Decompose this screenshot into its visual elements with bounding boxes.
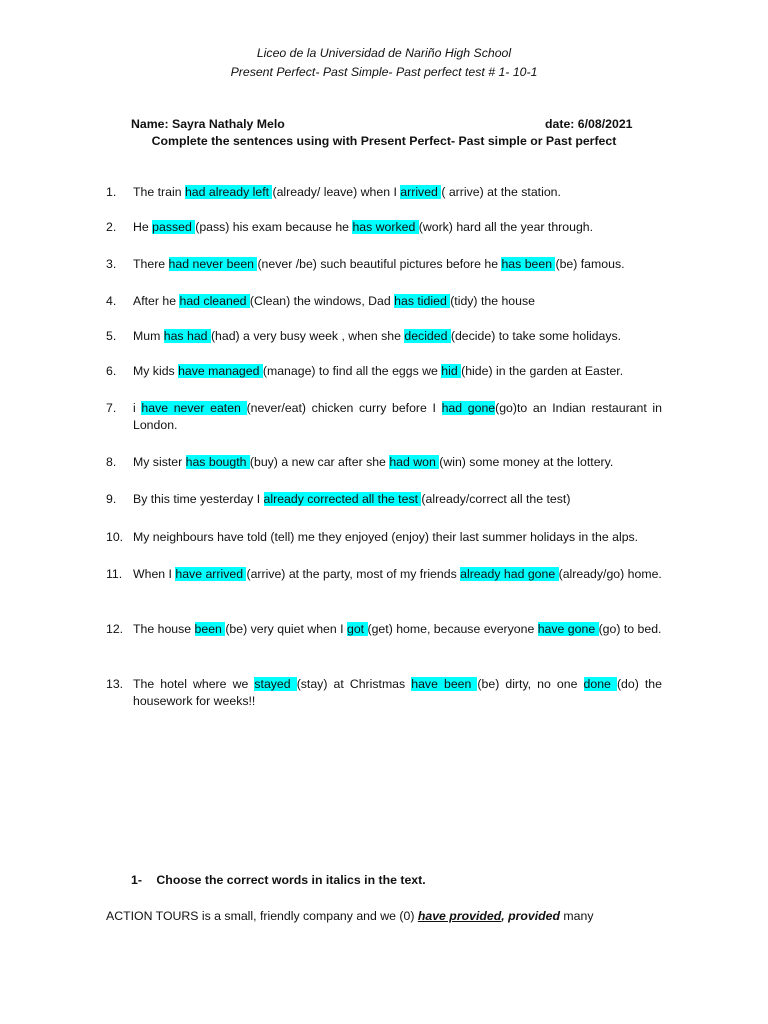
sentence-text: (arrive) at the party, most of my friends — [246, 567, 461, 581]
highlighted-answer: have managed — [178, 364, 263, 378]
passage-option-1: have provided — [417, 909, 502, 923]
exercise-item — [106, 363, 662, 380]
exercise-number: 7. — [106, 401, 117, 415]
sentence-text: ( arrive) at the station. — [441, 185, 561, 199]
exercise-number: 13. — [106, 677, 124, 691]
exercise-sentence — [133, 400, 662, 434]
exercise-sentence — [133, 454, 662, 471]
highlighted-answer: decided — [404, 329, 451, 343]
section-number: 1- — [131, 873, 142, 887]
exercise-sentence — [133, 256, 662, 273]
school-title: Liceo de la Universidad de Nariño High School — [256, 46, 512, 60]
exercise-item — [106, 184, 662, 201]
exercise-item — [106, 566, 662, 583]
sentence-text: (be) very quiet when I — [225, 622, 347, 636]
exercise-sentence — [133, 293, 662, 310]
highlighted-answer: have been — [411, 677, 478, 691]
exercise-sentence — [133, 676, 662, 710]
exercise-number: 5. — [106, 329, 117, 343]
passage-line — [106, 908, 594, 925]
sentence-text: (never/eat) chicken curry before I — [246, 401, 442, 415]
sentence-text: (hide) in the garden at Easter. — [461, 364, 624, 378]
highlighted-answer: has tidied — [394, 294, 451, 308]
highlighted-answer: has worked — [352, 220, 419, 234]
exercise-item — [106, 491, 662, 508]
highlighted-answer: have never eaten — [141, 401, 247, 415]
sentence-text: (had) a very busy week , when she — [210, 329, 405, 343]
exercise-number: 9. — [106, 492, 117, 506]
sentence-text: The house — [133, 622, 195, 636]
exercise-item — [106, 219, 662, 236]
sentence-text: (stay) at Christmas — [296, 677, 412, 691]
sentence-text: (already/ leave) when I — [272, 185, 401, 199]
highlighted-answer: had won — [389, 455, 440, 469]
exercise-number: 11. — [106, 567, 123, 581]
exercise-item — [106, 256, 662, 273]
highlighted-answer: stayed — [254, 677, 297, 691]
exercise-sentence — [133, 529, 662, 546]
highlighted-answer: passed — [152, 220, 196, 234]
sentence-text: My sister — [133, 455, 186, 469]
sentence-text: He — [133, 220, 153, 234]
sentence-text: (win) some money at the lottery. — [439, 455, 614, 469]
sentence-text: By this time yesterday I — [133, 492, 264, 506]
student-name: Name: Sayra Nathaly Melo — [131, 117, 285, 131]
sentence-text: (get) home, because everyone — [367, 622, 538, 636]
highlighted-answer: has had — [163, 329, 211, 343]
exercise-number: 4. — [106, 294, 117, 308]
highlighted-answer: have arrived — [175, 567, 247, 581]
sentence-text: (work) hard all the year through. — [418, 220, 594, 234]
sentence-text: (pass) his exam because he — [195, 220, 353, 234]
exercise-number: 8. — [106, 455, 117, 469]
exercise-sentence — [133, 219, 662, 236]
highlighted-answer: had cleaned — [179, 294, 250, 308]
sentence-text: (never /be) such beautiful pictures before he — [257, 257, 502, 271]
highlighted-answer: had never been — [168, 257, 258, 271]
exercise-number: 2. — [106, 220, 117, 234]
exercise-number: 12. — [106, 622, 124, 636]
exercise-item — [106, 400, 662, 434]
highlighted-answer: hid — [441, 364, 462, 378]
sentence-text: (tidy) the house — [450, 294, 535, 308]
sentence-text: (manage) to find all the eggs we — [262, 364, 442, 378]
exercise-number: 10. — [106, 530, 124, 544]
exercise-sentence — [133, 566, 662, 583]
exercise-number: 1. — [106, 185, 117, 199]
section-title: Choose the correct words in italics in the text. — [156, 873, 426, 887]
highlighted-answer: already corrected all the test — [263, 492, 422, 506]
exercise-item — [106, 621, 662, 638]
highlighted-answer: been — [194, 622, 226, 636]
instructions: Complete the sentences using with Present Perfect- Past simple or Past perfect — [151, 134, 617, 148]
sentence-text: (be) famous. — [555, 257, 625, 271]
highlighted-answer: had already left — [184, 185, 273, 199]
highlighted-answer: arrived — [400, 185, 442, 199]
sentence-text: (go) to bed. — [598, 622, 662, 636]
highlighted-answer: has been — [501, 257, 556, 271]
highlighted-answer: got — [346, 622, 368, 636]
sentence-text: (already/correct all the test) — [421, 492, 571, 506]
sentence-text: (be) dirty, no one — [477, 677, 584, 691]
exercise-item — [106, 328, 662, 345]
sentence-text: The train — [133, 185, 185, 199]
test-title: Present Perfect- Past Simple- Past perfect test # 1- 10-1 — [230, 65, 538, 79]
exercise-sentence — [133, 184, 662, 201]
section-2-heading — [131, 872, 426, 889]
highlighted-answer: has bougth — [185, 455, 250, 469]
exercise-item — [106, 529, 662, 546]
sentence-text: i — [133, 401, 142, 415]
passage-text-before: ACTION TOURS is a small, friendly company and we (0) — [106, 909, 418, 923]
exercise-sentence — [133, 363, 662, 380]
sentence-text: My kids — [133, 364, 179, 378]
exercise-sentence — [133, 328, 662, 345]
passage-comma: , — [501, 909, 509, 923]
sentence-text: (do) the housework for weeks!! — [133, 677, 662, 708]
sentence-text: (Clean) the windows, Dad — [249, 294, 395, 308]
highlighted-answer: done — [583, 677, 617, 691]
exercise-item — [106, 676, 662, 710]
exercise-sentence — [133, 491, 662, 508]
exercise-item — [106, 293, 662, 310]
sentence-text: There — [133, 257, 169, 271]
sentence-text: (decide) to take some holidays. — [450, 329, 622, 343]
test-date: date: 6/08/2021 — [545, 117, 633, 131]
exercise-number: 6. — [106, 364, 117, 378]
highlighted-answer: had gone — [441, 401, 496, 415]
sentence-text: (go)to an Indian restaurant in London. — [133, 401, 662, 432]
exercise-item — [106, 454, 662, 471]
exercise-sentence — [133, 621, 662, 638]
sentence-text: Mum — [133, 329, 164, 343]
sentence-text: When I — [133, 567, 176, 581]
sentence-text: (buy) a new car after she — [249, 455, 390, 469]
sentence-text: (already/go) home. — [558, 567, 662, 581]
highlighted-answer: already had gone — [460, 567, 559, 581]
exercise-number: 3. — [106, 257, 117, 271]
passage-option-2: provided — [508, 909, 561, 923]
highlighted-answer: have gone — [537, 622, 599, 636]
sentence-text: My neighbours have told (tell) me they enjoyed (enjoy) their last summer holidays in the alps. — [133, 530, 639, 544]
passage-text-after: many — [560, 909, 594, 923]
sentence-text: The hotel where we — [133, 677, 255, 691]
sentence-text: After he — [133, 294, 180, 308]
